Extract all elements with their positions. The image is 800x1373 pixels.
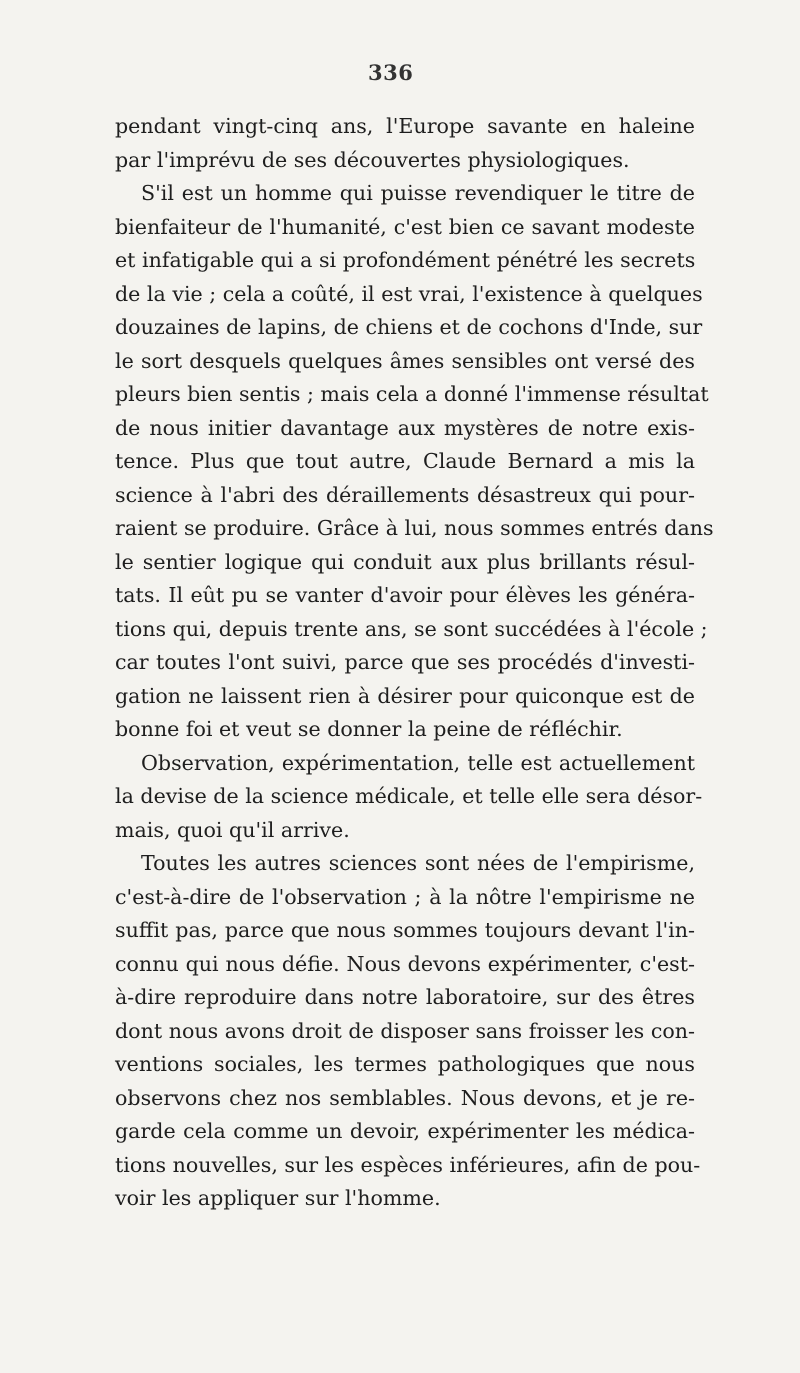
text-line: pleurs bien sentis ; mais cela a donné l'immense résultat <box>115 382 709 406</box>
text-line: la devise de la science médicale, et telle elle sera désor- <box>115 784 703 808</box>
text-line: bonne foi et veut se donner la peine de réfléchir. <box>115 717 623 741</box>
text-line: science à l'abri des déraillements désastreux qui pour- <box>115 482 695 507</box>
text-line: connu qui nous défie. Nous devons expérimenter, c'est- <box>115 951 695 976</box>
text-line: observons chez nos semblables. Nous devons, et je re- <box>115 1085 695 1110</box>
text-line: tions qui, depuis trente ans, se sont succédées à l'école ; <box>115 616 708 641</box>
text-line: mais, quoi qu'il arrive. <box>115 817 350 842</box>
page-number: 336 <box>368 60 414 85</box>
text-line: et infatigable qui a si profondément pénétré les secrets <box>115 248 696 272</box>
text-line: garde cela comme un devoir, expérimenter les médica- <box>115 1119 695 1143</box>
text-line: par l'imprévu de ses découvertes physiologiques. <box>115 147 630 172</box>
text-line: S'il est un homme qui puisse revendiquer le titre de <box>141 181 695 205</box>
text-line: suffit pas, parce que nous sommes toujours devant l'in- <box>115 918 695 942</box>
text-line: car toutes l'ont suivi, parce que ses procédés d'investi- <box>115 650 695 674</box>
text-line: de la vie ; cela a coûté, il est vrai, l'existence à quelques <box>115 281 703 306</box>
text-line: le sentier logique qui conduit aux plus brillants résul- <box>115 549 695 574</box>
text-line: tats. Il eût pu se vanter d'avoir pour élèves les généra- <box>115 583 695 607</box>
text-line: tence. Plus que tout autre, Claude Bernard a mis la <box>115 449 695 473</box>
text-line: bienfaiteur de l'humanité, c'est bien ce savant modeste <box>115 214 695 239</box>
text-line: pendant vingt-cinq ans, l'Europe savante en haleine <box>115 114 695 138</box>
text-line: à-dire reproduire dans notre laboratoire, sur des êtres <box>115 985 695 1009</box>
text-line: douzaines de lapins, de chiens et de cochons d'Inde, sur <box>115 315 703 339</box>
text-line: dont nous avons droit de disposer sans froisser les con- <box>115 1018 695 1043</box>
text-line: ventions sociales, les termes pathologiques que nous <box>115 1052 695 1076</box>
text-line: tions nouvelles, sur les espèces inférieures, afin de pou- <box>115 1152 701 1177</box>
body-text <box>115 110 714 1216</box>
text-line: voir les appliquer sur l'homme. <box>115 1186 441 1210</box>
text-line: de nous initier davantage aux mystères de notre exis- <box>115 415 695 440</box>
text-line: Observation, expérimentation, telle est actuellement <box>141 750 695 775</box>
text-line: raient se produire. Grâce à lui, nous sommes entrés dans <box>115 516 714 540</box>
text-line: le sort desquels quelques âmes sensibles ont versé des <box>115 348 695 373</box>
text-line: Toutes les autres sciences sont nées de l'empirisme, <box>141 851 695 875</box>
text-line: gation ne laissent rien à désirer pour quiconque est de <box>115 683 695 708</box>
text-line: c'est-à-dire de l'observation ; à la nôtre l'empirisme ne <box>115 884 695 909</box>
